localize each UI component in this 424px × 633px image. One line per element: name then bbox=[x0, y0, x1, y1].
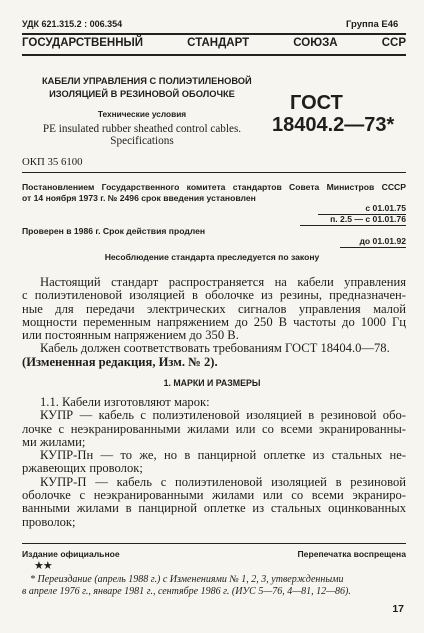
intro-line: с полиэтиленовой изоляцией в оболочке из резины, предназначен- bbox=[22, 288, 406, 303]
gost-label: ГОСТ bbox=[290, 92, 343, 114]
official-edition: Издание официальное bbox=[22, 549, 120, 559]
page-number: 17 bbox=[392, 603, 404, 615]
section-heading: 1. МАРКИ И РАЗМЕРЫ bbox=[163, 378, 261, 388]
until-underline bbox=[340, 247, 406, 248]
intro-edition: (Измененная редакция, Изм. № 2). bbox=[22, 354, 218, 369]
kupr-line: КУПР — кабель с полиэтиленовой изоляцией в резиновой обо- bbox=[40, 408, 406, 423]
kuprp-line: оболочке с неэкранированными жилами или со всеми экраниро- bbox=[22, 488, 406, 503]
header-rule bbox=[22, 54, 406, 56]
title-english-2: Specifications bbox=[110, 135, 174, 147]
decree-line-2: от 14 ноября 1973 г. № 2496 срок введения установлен bbox=[22, 193, 256, 203]
stars-mark: ★★ bbox=[34, 560, 52, 572]
section-item: 1.1. Кабели изготовляют марок: bbox=[40, 395, 210, 409]
checked-note: Проверен в 1986 г. Срок действия продлен bbox=[22, 226, 206, 236]
footer-rule bbox=[22, 543, 406, 544]
decree-date-1: с 01.01.75 bbox=[365, 203, 406, 213]
standard-title: ГОСУДАРСТВЕННЫЙ СТАНДАРТ СОЮЗА ССР bbox=[22, 37, 406, 49]
intro-paragraph bbox=[22, 276, 406, 369]
kuprp-line: ванными жилами в панцирной оплетке из стальных оцинкованных bbox=[22, 501, 406, 516]
date2-underline bbox=[300, 225, 406, 226]
udk-code: УДК 621.315.2 : 006.354 bbox=[22, 19, 123, 29]
intro-line: Настоящий стандарт распространяется на кабели управления bbox=[40, 275, 406, 289]
intro-requirement: Кабель должен соответствовать требованиям ГОСТ 18404.0—78. bbox=[40, 341, 390, 356]
footnote-line-2: в апреле 1976 г., январе 1981 г., сентябре 1986 г. (ИУС 5—76, 4—81, 12—86). bbox=[22, 586, 351, 597]
law-notice: Несоблюдение стандарта преследуется по закону bbox=[104, 252, 320, 262]
okp-rule bbox=[22, 172, 406, 173]
title-subtitle: Технические условия bbox=[97, 109, 187, 119]
section-body bbox=[22, 396, 406, 529]
kuprpn-line: КУПР-Пн — то же, но в панцирной оплетке из стальных не- bbox=[40, 448, 406, 463]
intro-line: или постоянным напряжением до 350 В. bbox=[22, 328, 239, 343]
group-code: Группа Е46 bbox=[346, 19, 399, 30]
intro-line: мощности переменным напряжением до 250 В частоты до 1000 Гц bbox=[22, 314, 406, 329]
footnote-line-1: * Переиздание (апрель 1988 г.) с Изменениями № 1, 2, 3, утвержденными bbox=[30, 574, 344, 585]
reprint-notice: Перепечатка воспрещена bbox=[297, 549, 406, 559]
top-rule bbox=[22, 33, 406, 35]
intro-line: ные для передачи электрических сигналов управления малой bbox=[22, 301, 406, 316]
decree-until: до 01.01.92 bbox=[359, 236, 406, 246]
okp-code: ОКП 35 6100 bbox=[22, 156, 83, 168]
title-line-2: ИЗОЛЯЦИЕЙ В РЕЗИНОВОЙ ОБОЛОЧКЕ bbox=[49, 89, 235, 99]
kupr-line: ми жилами; bbox=[22, 434, 86, 449]
title-line-1: КАБЕЛИ УПРАВЛЕНИЯ С ПОЛИЭТИЛЕНОВОЙ bbox=[42, 76, 252, 86]
title-english-1: PE insulated rubber sheathed control cables. bbox=[42, 123, 242, 135]
decree-date-2: п. 2.5 — с 01.01.76 bbox=[330, 214, 406, 224]
kuprp-line: КУПР-П — кабель с полиэтиленовой изоляцией в резиновой bbox=[40, 474, 406, 489]
decree-line-1: Постановлением Государственного комитета стандартов Совета Министров СССР bbox=[22, 182, 406, 192]
kuprp-line: проволок; bbox=[22, 514, 76, 529]
kupr-line: лочке с неэкранированными жилами или со всеми экранированны- bbox=[22, 421, 406, 436]
kuprpn-line: ржавеющих проволок; bbox=[22, 461, 143, 476]
gost-number: 18404.2—73* bbox=[272, 114, 395, 136]
